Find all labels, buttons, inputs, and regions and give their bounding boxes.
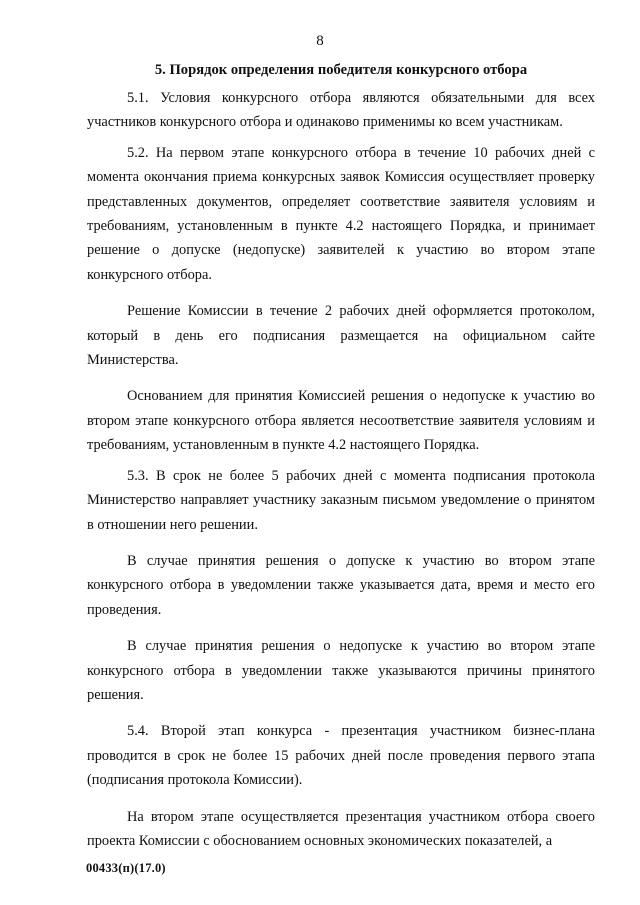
page-number: 8: [316, 33, 324, 49]
paragraph-5-4: 5.4. Второй этап конкурса - презентация участником бизнес-плана проводится в срок не более 15 рабочих дней после проведения первого этапа (подписания протокола Комиссии).: [87, 723, 595, 789]
paragraph-5-3: 5.3. В срок не более 5 рабочих дней с момента подписания протокола Министерство направляет участнику заказным письмом уведомление о принятом в отношении него решении.: [87, 467, 595, 533]
paragraph-commission-decision: Решение Комиссии в течение 2 рабочих дней оформляется протоколом, который в день его подписания размещается на официальном сайте Министерства.: [87, 303, 595, 369]
paragraph-second-stage: На втором этапе осуществляется презентация участником отбора своего проекта Комиссии с обоснованием основных экономических показателей, а: [87, 808, 595, 849]
paragraph-rejection-basis: Основанием для принятия Комиссией решения о недопуске к участию во втором этапе конкурсного отбора является несоответствие заявителя условиям и требованиям, установленным в пункте 4.2 настоящего Порядка.: [87, 388, 595, 454]
section-title: 5. Порядок определения победителя конкурсного отбора: [154, 62, 528, 78]
paragraph-rejection-notice: В случае принятия решения о недопуске к участию во втором этапе конкурсного отбора в уведомлении также указываются причины принятого решения.: [87, 638, 595, 703]
paragraph-5-2: 5.2. На первом этапе конкурсного отбора в течение 10 рабочих дней с момента окончания приема конкурсных заявок Комиссия осуществляет проверку представленных документов, определяет соответствие заявителя условиям и требованиям, установленным в пункте 4.2 настоящего Порядка, и принимает решение о допуске (недопуске) заявителей к участию во втором этапе конкурсного отбора.: [87, 144, 595, 283]
section-content: [87, 58, 595, 865]
document-code: 00433(п)(17.0): [86, 861, 166, 875]
paragraph-5-1: 5.1. Условия конкурсного отбора являются обязательными для всех участников конкурсного отбора и одинаково применимы ко всем участникам.: [87, 90, 595, 131]
paragraph-admission-notice: В случае принятия решения о допуске к участию во втором этапе конкурсного отбора в уведомлении также указывается дата, время и место его проведения.: [87, 552, 595, 618]
